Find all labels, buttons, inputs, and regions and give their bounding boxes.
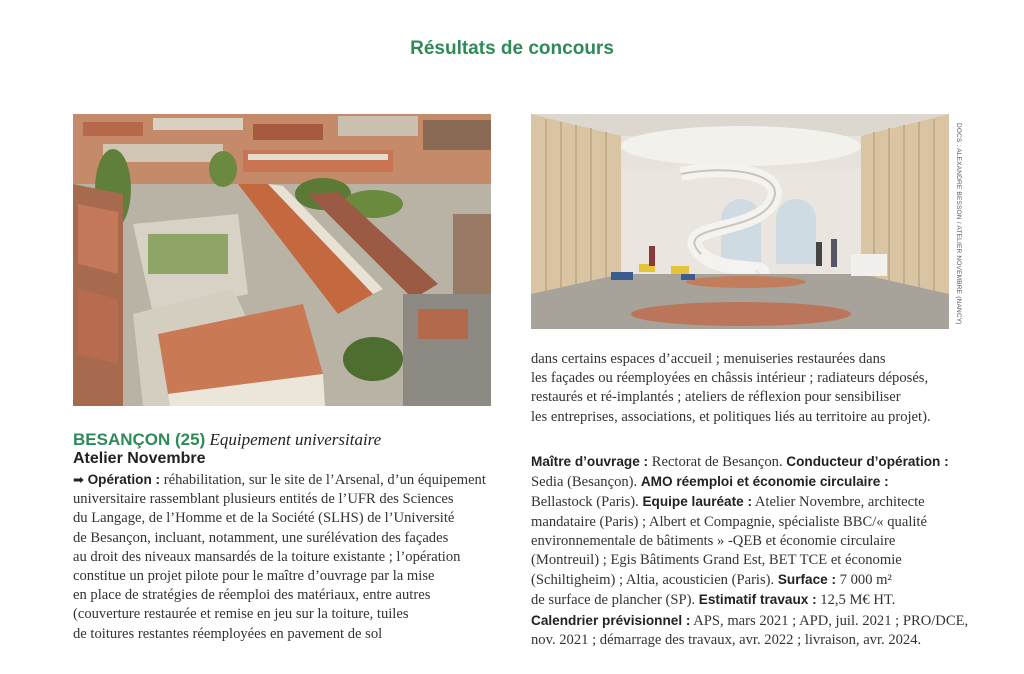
architect-name: Atelier Novembre xyxy=(73,450,206,467)
calendrier-label: Calendrier prévisionnel : xyxy=(531,612,691,628)
article-left-column xyxy=(73,430,493,644)
article-title xyxy=(73,430,493,449)
operation-label: Opération : xyxy=(87,472,161,487)
continuation-paragraph: dans certains espaces d’accueil ; menuiseries restaurées dans les façades ou réemployées en châssis intérieur ; radiateurs déposés, restaurés et ré-implantés ; ateliers de réflexion pour sensibiliser les entreprises, associations, et politiques liés au territoire au projet). xyxy=(531,351,931,425)
conducteur-label: Conducteur d’opération : xyxy=(786,454,949,469)
project-details: Maître d’ouvrage : Rectorat de Besançon. Conducteur d’opération : Sedia (Besançon). AMO réemploi et économie circulaire : Bellastock (Paris). Equipe lauréate : Atelier Novembre, architecte mandataire (Paris) ; Albert et Compagnie, spécialiste BBC/« qualité environnementale de bâtiments » -QEB et économie circulaire (Montreuil) ; Egis Bâtiments Grand Est, BET TCE et économie (Schiltigheim) ; Altia, acousticien (Paris). Surface : 7 000 m² de surface de plancher (SP). Estimatif travaux : 12,5 M€ HT. Calendrier prévisionnel : APS, mars 2021 ; APD, juil. 2021 ; PRO/DCE, nov. 2021 ; démarrage des travaux, avr. 2022 ; livraison, avr. 2024. xyxy=(531,454,969,648)
location: BESANÇON (25) xyxy=(73,430,206,449)
amo-label: AMO réemploi et économie circulaire : xyxy=(640,474,889,490)
estimatif-label: Estimatif travaux : xyxy=(698,592,817,608)
photo-credit: DOCS : ALEXANDRE BESSON / ATELIER NOVEMBRE (NANCY) xyxy=(955,122,962,325)
maitre-label: Maître d’ouvrage : xyxy=(531,454,649,469)
operation-paragraph: ➡ Opération : réhabilitation, sur le site de l’Arsenal, d’un équipement universitaire rassemblant plusieurs entités de l’UFR des Sciences du Langage, de l’Homme et de la Société (SLHS) de l’Université de Besançon, incluant, notamment, une surélévation des façades au droit des niveaux mansardés de la toiture existante ; l’opération constitue un projet pilote pour le maître d’ouvrage par la mise en place de stratégies de réemploi des matériaux, entre autres (couverture restaurée et remise en jeu sur la toiture, tuiles de toitures restantes réemployées en pavement de sol xyxy=(73,472,486,642)
aerial-photo xyxy=(73,114,491,406)
building-type: Equipement universitaire xyxy=(209,430,382,449)
equipe-label: Equipe lauréate : xyxy=(642,494,753,510)
section-title: Résultats de concours xyxy=(410,38,614,59)
surface-label: Surface : xyxy=(777,572,836,588)
interior-rendering xyxy=(531,114,949,329)
arrow-right-icon: ➡ xyxy=(73,473,84,488)
